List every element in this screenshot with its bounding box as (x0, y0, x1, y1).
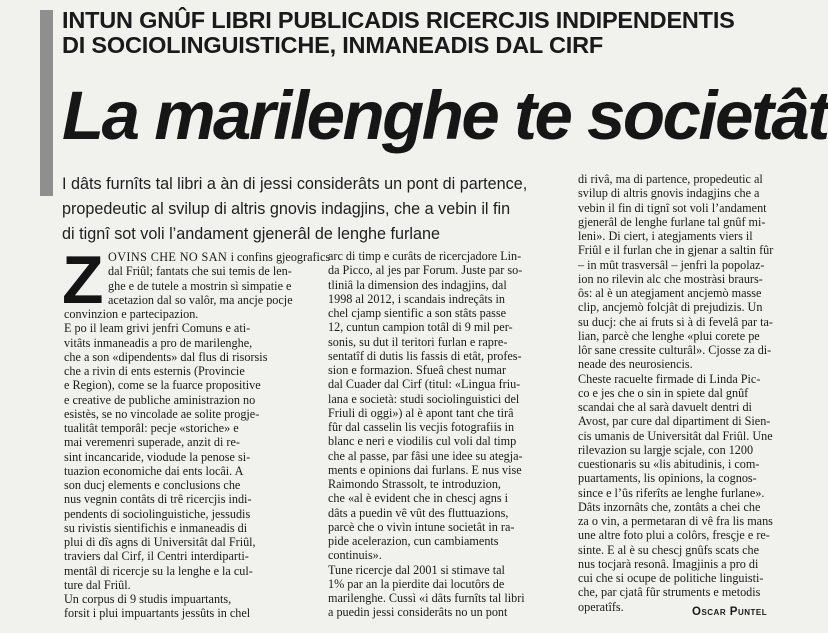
text-line: fûr dal casselin lis vecjis fotografiis in (328, 420, 515, 434)
text-line: nus tocjarà resonâ. Imagjinis a pro di (578, 556, 759, 571)
text-line: ghe e de tutele a mostrin sì simpatie e (108, 278, 292, 293)
text-line: since e l’ûs riferîts ae lenghe furlane». (578, 485, 765, 500)
text-line: svilup di altris gnovis indagjins che a (578, 186, 760, 201)
text-line: parcè che o vivìn intune societât in ra- (328, 519, 515, 534)
text-line: convinzion e partecipazion. (64, 307, 199, 321)
text-line: lian, parcè che lenghe «plui corete pe (578, 328, 760, 343)
article-column-1 (62, 242, 331, 621)
text-line: arc di timp e curâts de ricercjadore Lin- (328, 249, 522, 263)
text-line: dâts a puedin vê vût des fluttuazions, (328, 505, 509, 520)
text-line: esistès, se no vincolade ae solite progje- (64, 406, 260, 421)
text-line: Friûl e il furlan che in gjenar a saltin fûr (578, 243, 774, 258)
text-line: da Picco, al jes par Forum. Juste par so- (328, 263, 523, 278)
text-line: Friuli di oggi») al è apont tant che tirâ (328, 405, 514, 420)
text-line: leni». Di ciert, i ategjaments viers il (578, 229, 753, 243)
text-line: une altre foto plui a colôrs, fresçje e re- (578, 528, 770, 543)
text-line: dal Friûl; fantats che sui temis de len- (108, 264, 292, 279)
text-line: Raimondo Strassolt, te introduzion, (328, 477, 501, 491)
text-line: Un corpus di 9 studis impuartants, (64, 592, 232, 606)
article-column-3 (578, 172, 781, 614)
text-line: Tune ricercje dal 2001 si stimave tal (328, 562, 505, 577)
text-line: sonis, su dut il teritori furlan e rapre- (328, 334, 508, 349)
lead-line: propedeutic al svilup di altris gnovis indagjins, che a vebin il fin (62, 200, 511, 218)
text-line: sinte. E al è su chescj gnûfs scats che (578, 542, 760, 557)
text-line: Cheste racuelte firmade di Linda Pic- (578, 371, 761, 386)
text-line: puartaments, lis opinions, la cognos- (578, 471, 757, 486)
text-line: di rivâ, ma di partence, propedeutic al (578, 172, 763, 186)
text-line: tuazion economiche dai ents locâi. A (64, 463, 244, 478)
text-line: neade des neurosiencis. (578, 357, 693, 372)
text-line: cis umanis de Universitât dal Friûl. Une (578, 428, 773, 443)
text-line: cuestionaris su «lis abitudinis, i com- (578, 457, 760, 471)
kicker-headline (62, 8, 777, 58)
text-line: 1% par an la pierdite dai locutôrs de (328, 576, 505, 591)
text-line: Avost, par cure dal dipartiment di Sien- (578, 414, 771, 429)
text-line: pide acelerazion, cun cambiaments (328, 534, 499, 548)
text-line: ion no rilevin alc che mostràsi braurs- (578, 271, 763, 286)
text-line: gjenerâl de lenghe furlane tal gnûf mi- (578, 214, 766, 229)
text-line: vebin il fin di tignî sot voli l’andament (578, 200, 767, 215)
text-line: sion e formazion. Sfueâ chest numar (328, 363, 507, 377)
text-line: che a son «dipendents» dal flus di risorsis (64, 349, 268, 364)
text-line: marilenghe. Cussì «i dâts furnîts tal libri (328, 591, 525, 605)
text-line: pendents di sociolinguistiche, jessudis (64, 506, 251, 521)
text-line: za o vin, a permetaran di vê fra lis mans (578, 514, 773, 528)
text-line: vitâts inmaneadis a pro de marilenghe, (64, 335, 253, 350)
text-line: son ducj elements e conclusions che (64, 478, 241, 492)
article-headline: La marilenghe te societât (62, 77, 828, 154)
text-line: operatîfs. (578, 599, 624, 614)
text-line: ture dal Friûl. (64, 577, 131, 592)
text-line: tualitât temporâl: pecje «storiche» e (64, 421, 239, 435)
text-line: scandai che al sarà davuelt dentri di (578, 400, 752, 414)
text-line: sentatîf di dutis lis fassis di etât, profes- (328, 348, 522, 363)
text-line: lôr sane cressite culturâl». Cjosse za di- (578, 343, 772, 357)
text-line: clip, ancjemò folcjât di prejudizis. Un (578, 300, 763, 315)
text-line: Dâts inzornâts che, zontâts a chei che (578, 499, 761, 514)
text-line: che «al è evident che in chescj agns i (328, 491, 509, 506)
text-line: mentâl di ricercje su la lenghe e la cul- (64, 563, 253, 578)
text-line: cui che si ocupe de politiche linguisti- (578, 571, 764, 585)
text-line: che al passe, par fâsi une idee su ategja- (328, 448, 523, 463)
text-line: forsit i plui impuartants jessûts in chel (64, 606, 251, 621)
drop-cap: Z (62, 242, 104, 318)
text-line: su rivistis sientifichis e inmaneadis di (64, 520, 248, 535)
text-line: plui di dîs agns di Universitât dal Friûl, (64, 535, 256, 549)
text-line: blanc e neri e viodilis cul voli dal timp (328, 434, 517, 449)
text-line: che, par cjatâ fûr struments e metodis (578, 585, 761, 600)
section-color-bar (40, 10, 53, 196)
lead-line: I dâts furnîts tal libri a àn di jessi considerâts un pont di partence, (62, 175, 528, 193)
text-line: a puedin jessi considerâts no un pont (328, 605, 508, 620)
text-line: rilevazion su largje scjale, con 1200 (578, 442, 754, 457)
text-line: dal Cuader dal Cirf (titul: «Lingua friu- (328, 377, 521, 392)
lead-paragraph (62, 172, 562, 247)
text-line: e Region), come se la fuarce propositive (64, 378, 261, 393)
text-line: 12, cuntun campion totâl di 9 mil per- (328, 320, 513, 335)
text-line: tliniâ la dimension des indagjins, dal (328, 277, 507, 292)
text-line: e creative de publiche aministrazion no (64, 392, 256, 407)
text-line: chel cjamp sientific a son stâts passe (328, 306, 507, 320)
text-line: su ducj: che ai fruts si à di fevelâ par ta- (578, 314, 773, 329)
text-line: lana e società: studi sociolinguistici del (328, 391, 520, 406)
text-line: – in mût trasversâl – jenfri la popolaz- (578, 257, 765, 272)
author-byline: Oscar Puntel (692, 606, 768, 618)
text-line: E po il leam grivi jenfri Comuns e ati- (64, 321, 251, 336)
lead-line: di tignî sot voli l’andament gjenerâl de lenghe furlane (62, 225, 440, 243)
text-line: ments e opinions dai furlans. E nus vise (328, 462, 522, 477)
text-line: nus vegnin contâts di trê ricercjis indi- (64, 492, 252, 507)
kicker-line-2: DI SOCIOLINGUISTICHE, INMANEADIS DAL CIRF (62, 32, 604, 58)
text-line: sint incancaride, viodude la penose si- (64, 449, 251, 464)
text-line: 1998 al 2012, i scandais indreçâts in (328, 291, 506, 306)
text-line: traviers dal Cirf, il Centri interdiparti- (64, 549, 249, 564)
kicker-line-1: INTUN GNÛF LIBRI PUBLICADIS RICERCJIS INDIPENDENTIS (62, 7, 735, 33)
text-line: co e jes che o sin in spiete dal gnûf (578, 385, 749, 400)
text-line: mai veremenri superade, anzit di re- (64, 435, 240, 450)
text-line: acetazion dal so valôr, ma ancje pocje (108, 292, 293, 307)
text-line: continuis». (328, 548, 382, 563)
text-line: che a rivin di ents esternis (Provincie (64, 364, 245, 378)
text-line: OVINS CHE NO SAN i confins gjeografics (108, 250, 331, 264)
text-line: ôs: al è un ategjament ancjemò masse (578, 286, 762, 300)
article-column-2 (328, 249, 578, 620)
